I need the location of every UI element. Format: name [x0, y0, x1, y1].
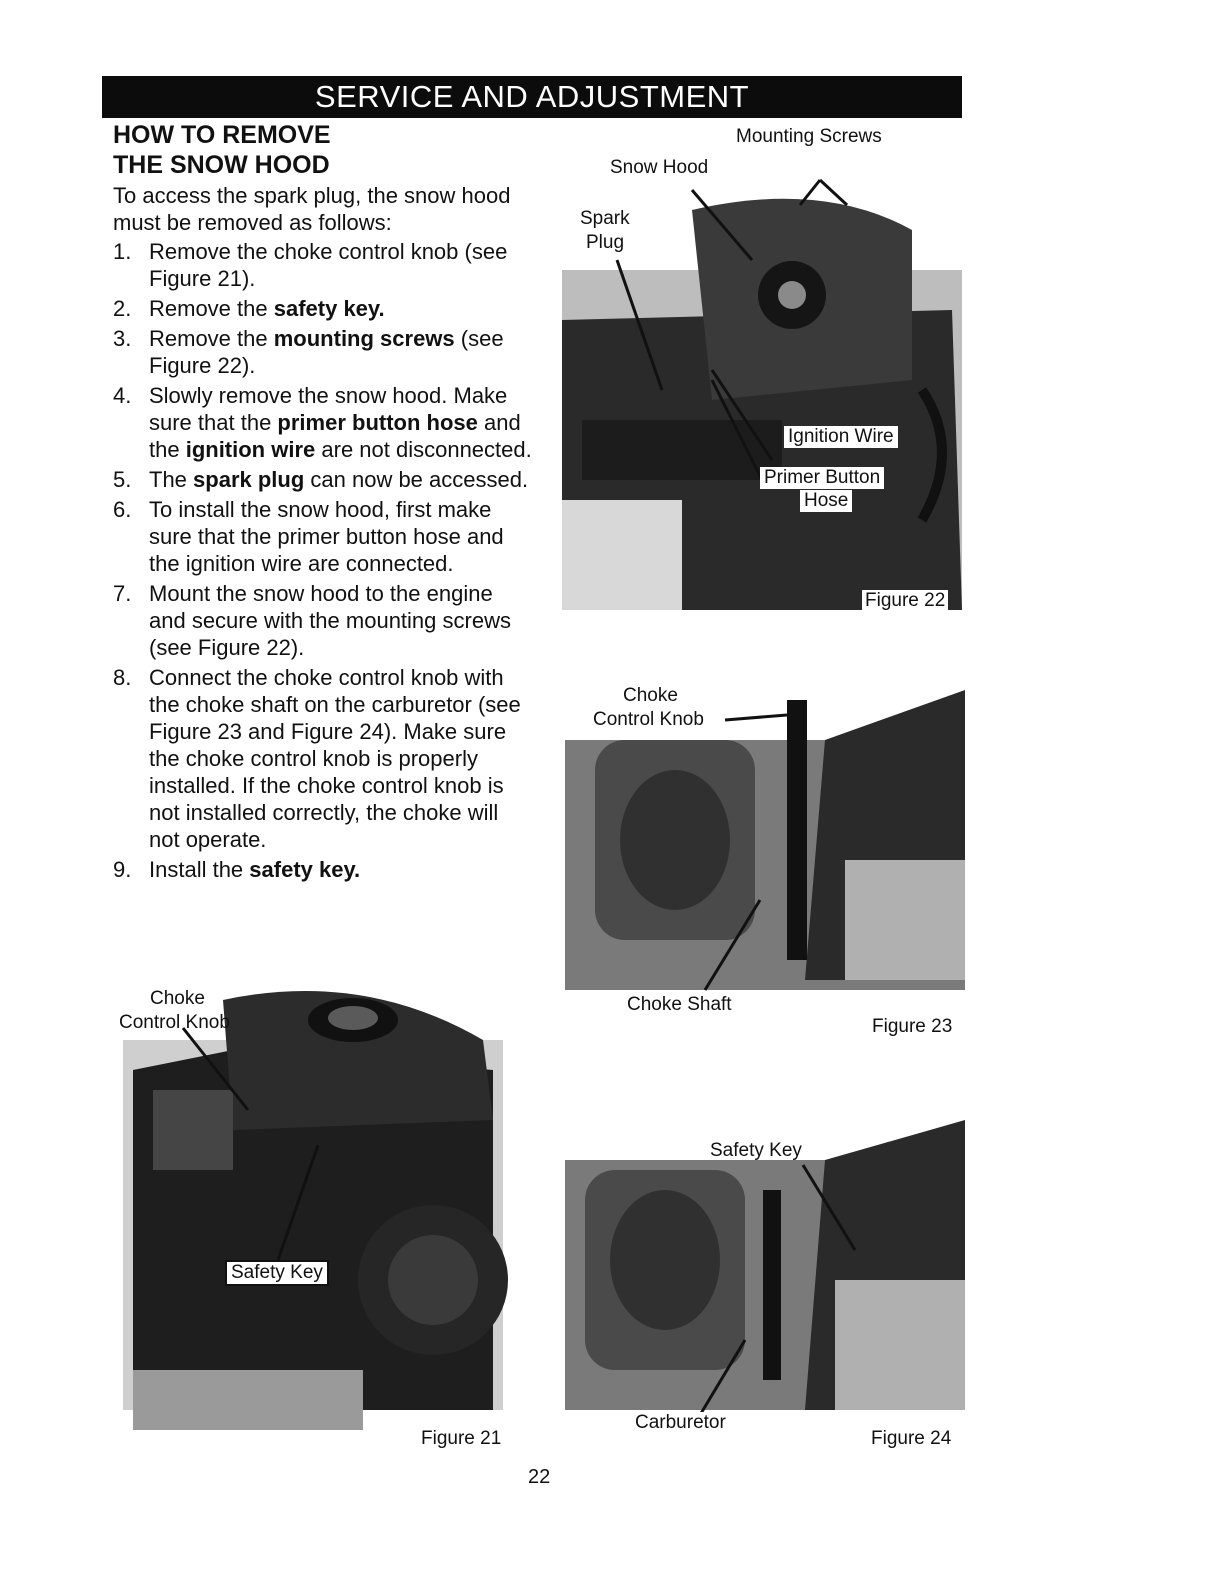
step-number: 6. [113, 497, 132, 522]
step-emphasis: spark plug [193, 467, 305, 492]
fig23-control-knob-label: Control Knob [593, 709, 704, 730]
fig22-plug-label: Plug [586, 232, 625, 253]
step-item [113, 325, 533, 379]
step-emphasis: safety key. [273, 296, 385, 321]
instruction-steps [113, 238, 533, 886]
step-item [113, 580, 533, 661]
step-text: Mount the snow hood to the engine and secure with the mounting screws (see Figure 22). [149, 581, 511, 660]
step-item [113, 295, 533, 322]
step-text: Remove the [149, 296, 274, 321]
step-item [113, 856, 533, 883]
step-text: The [149, 467, 194, 492]
figure-21 [113, 980, 513, 1450]
fig21-leader-lines [113, 980, 513, 1450]
fig22-spark-label: Spark [580, 208, 630, 229]
fig22-hose-label: Hose [800, 490, 852, 512]
figure-22-caption: Figure 22 [862, 590, 948, 612]
step-number: 3. [113, 326, 132, 351]
fig22-leader-lines [562, 120, 962, 615]
step-number: 4. [113, 383, 132, 408]
step-text: and the [149, 410, 521, 462]
fig23-choke-label: Choke [623, 685, 678, 706]
figure-23-caption: Figure 23 [872, 1016, 953, 1037]
figure-24 [565, 1120, 965, 1455]
figure-23 [565, 680, 965, 1040]
step-text: Slowly remove the snow hood. Make sure that the [149, 383, 508, 435]
heading-line-2: THE SNOW HOOD [113, 151, 330, 179]
fig23-choke-shaft-label: Choke Shaft [627, 994, 732, 1015]
step-text: Install the [149, 857, 250, 882]
page-number: 22 [528, 1466, 551, 1488]
step-text: To install the snow hood, first make sure that the primer button hose and the ignition wire are connected. [149, 497, 504, 576]
step-number: 9. [113, 857, 132, 882]
step-item [113, 496, 533, 577]
step-emphasis: safety key. [249, 857, 361, 882]
fig22-snow-hood-label: Snow Hood [610, 157, 709, 178]
step-emphasis: primer button hose [277, 410, 478, 435]
step-number: 2. [113, 296, 132, 321]
step-text: Remove the choke control knob (see Figure 21). [149, 239, 508, 291]
fig23-leader-lines [565, 680, 965, 1040]
fig21-safety-key-label: Safety Key [225, 1260, 329, 1286]
step-number: 5. [113, 467, 132, 492]
heading-line-1: HOW TO REMOVE [113, 121, 331, 149]
figure-22 [562, 120, 962, 615]
fig22-ignition-wire-label: Ignition Wire [784, 426, 898, 448]
fig21-control-knob-label: Control Knob [119, 1012, 230, 1033]
figure-21-caption: Figure 21 [421, 1428, 502, 1449]
step-number: 1. [113, 239, 132, 264]
step-emphasis: ignition wire [185, 437, 316, 462]
fig21-choke-label: Choke [150, 988, 205, 1009]
step-item [113, 466, 533, 493]
fig24-leader-lines [565, 1120, 965, 1455]
section-heading [113, 120, 331, 180]
fig22-primer-button-label: Primer Button [760, 467, 884, 489]
intro-paragraph: To access the spark plug, the snow hood must be removed as follows: [113, 183, 511, 235]
step-number: 8. [113, 665, 132, 690]
step-item [113, 382, 533, 463]
step-text: (see Figure 22). [149, 326, 504, 378]
step-item [113, 664, 533, 853]
fig22-mounting-screws-label: Mounting Screws [736, 126, 882, 147]
figure-24-caption: Figure 24 [871, 1428, 952, 1449]
step-text: are not disconnected. [315, 437, 532, 462]
step-text: Connect the choke control knob with the choke shaft on the carburetor (see Figure 23 and Figure 24). Make sure the choke control knob is properly installed. If the choke control knob is not installed correctly, the choke will not operate. [149, 665, 521, 852]
section-banner: SERVICE AND ADJUSTMENT [102, 76, 962, 118]
fig24-safety-key-label: Safety Key [710, 1140, 802, 1161]
step-emphasis: mounting screws [273, 326, 455, 351]
step-text: can now be accessed. [304, 467, 529, 492]
step-item [113, 238, 533, 292]
step-number: 7. [113, 581, 132, 606]
fig24-carburetor-label: Carburetor [635, 1412, 726, 1433]
step-text: Remove the [149, 326, 274, 351]
